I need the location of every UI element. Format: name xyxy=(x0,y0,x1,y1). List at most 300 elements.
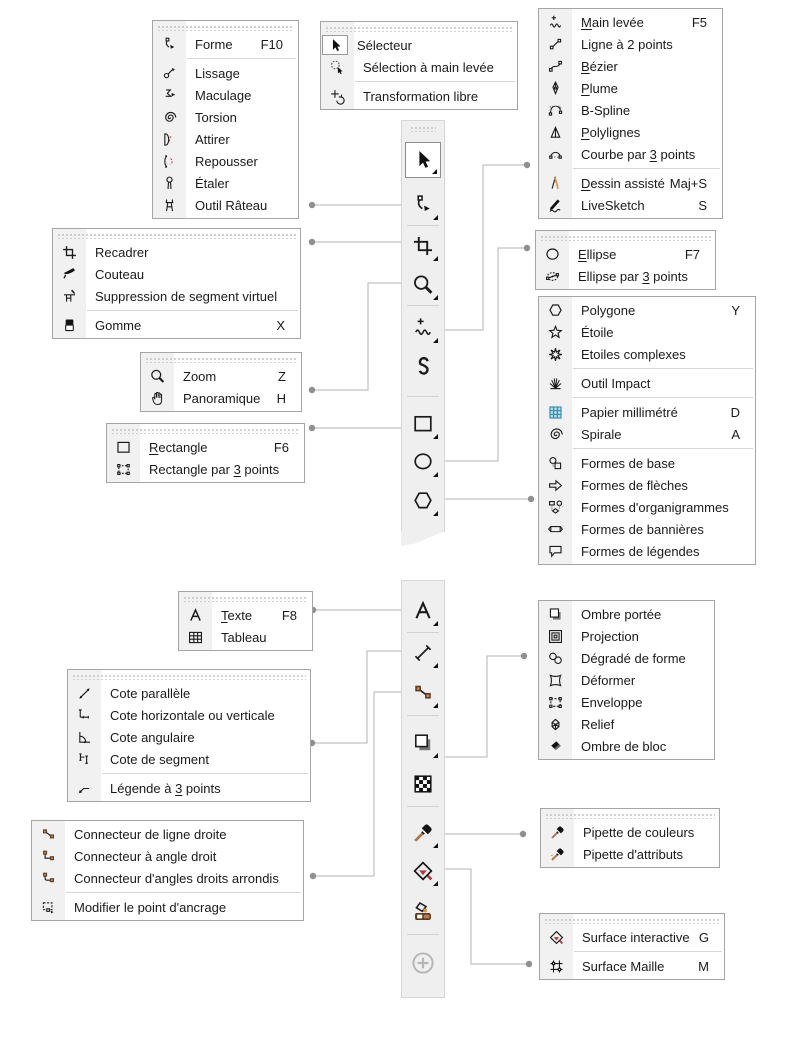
toolbar-grip[interactable] xyxy=(410,125,436,132)
menu-item-icon-cell xyxy=(539,175,572,192)
eyedropper-color-icon xyxy=(549,824,566,841)
menu-item-recadrer[interactable] xyxy=(53,241,300,263)
menu-item-icon-cell xyxy=(539,694,572,711)
menu-item-label: Recadrer xyxy=(95,244,149,260)
connector-dot-effects-link xyxy=(521,653,527,659)
freehand-pick-icon xyxy=(329,59,346,76)
menu-grip[interactable] xyxy=(540,234,711,241)
menu-item-connecteur-d-angles-droits-arrondis[interactable] xyxy=(32,867,303,889)
transparency-icon xyxy=(411,772,435,796)
menu-item-label: Polygone xyxy=(581,302,636,318)
menu-item-icon-cell xyxy=(53,288,86,305)
menu-item-shortcut: F7 xyxy=(684,246,700,262)
menu-separator xyxy=(573,448,753,449)
menu-grip[interactable] xyxy=(57,232,296,239)
envelope-icon xyxy=(547,694,564,711)
menu-item-label: Forme xyxy=(195,36,233,52)
menu-item-label: Sélection à main levée xyxy=(363,59,494,75)
menu-item-label: Ombre de bloc xyxy=(581,738,667,754)
flyout-arrow-icon xyxy=(433,663,438,668)
smear-icon xyxy=(161,87,178,104)
menu-item-papier-millimetre[interactable] xyxy=(539,401,755,423)
menu-item-label: Papier millimétré xyxy=(581,404,678,420)
menu-item-label: Lissage xyxy=(195,65,240,81)
menu-item-icon-cell xyxy=(539,36,572,53)
menu-item-rectangle-par-3-points[interactable] xyxy=(107,458,304,480)
menu-item-projection[interactable] xyxy=(539,625,714,647)
flyout-arrow-icon xyxy=(433,511,438,516)
menu-item-tableau[interactable] xyxy=(179,626,312,648)
menu-fill xyxy=(539,913,725,980)
flyout-arrow-icon xyxy=(433,256,438,261)
menu-dimension xyxy=(67,669,311,802)
menu-item-pipette-de-couleurs[interactable] xyxy=(541,821,719,843)
menu-item-icon-cell xyxy=(141,390,174,407)
menu-item-label: Étoile xyxy=(581,324,614,340)
interactive-fill-icon xyxy=(548,929,565,946)
menu-item-label: Rectangle xyxy=(149,439,208,455)
connector-dot-shape-edit-link xyxy=(309,202,315,208)
menu-item-label: Relief xyxy=(581,716,615,732)
menu-item-label: Main levée xyxy=(581,14,644,30)
toolbar-separator xyxy=(407,305,439,306)
flyout-arrow-icon xyxy=(433,295,438,300)
menu-item-shortcut: F6 xyxy=(273,439,289,455)
connector-dot-connector-link xyxy=(310,873,316,879)
rake-icon xyxy=(161,197,178,214)
connector-line-curve-link xyxy=(445,165,527,330)
menu-item-ligne-a-2-points[interactable] xyxy=(539,33,722,55)
toolbar-separator xyxy=(407,934,439,935)
basic-shapes-icon xyxy=(547,455,564,472)
menu-item-maculage[interactable] xyxy=(153,84,298,106)
menu-separator xyxy=(66,892,301,893)
menu-item-shortcut: Maj+S xyxy=(669,175,707,191)
menu-item-icon-cell xyxy=(32,870,65,887)
menu-item-transformation-libre[interactable] xyxy=(321,85,517,107)
menu-item-icon-cell xyxy=(539,14,572,31)
connector-line-dimension-link xyxy=(312,651,401,743)
tool-pick[interactable] xyxy=(405,142,441,178)
menu-separator xyxy=(102,773,308,774)
tool-smart-fill[interactable] xyxy=(405,894,441,930)
menu-grip[interactable] xyxy=(325,25,513,32)
tool-rectangle[interactable] xyxy=(405,406,441,442)
menu-separator xyxy=(574,951,722,952)
arrow-shapes-icon xyxy=(547,477,564,494)
menu-item-label: Bézier xyxy=(581,58,618,74)
toolbar-separator xyxy=(407,806,439,807)
menu-item-enveloppe[interactable] xyxy=(539,691,714,713)
menu-item-icon-cell xyxy=(539,716,572,733)
menu-item-label: Plume xyxy=(581,80,618,96)
menu-item-connecteur-a-angle-droit[interactable] xyxy=(32,845,303,867)
menu-item-icon-cell xyxy=(68,685,101,702)
menu-item-label: Torsion xyxy=(195,109,237,125)
flyout-arrow-icon xyxy=(433,434,438,439)
menu-item-modifier-le-point-d-ancrage[interactable] xyxy=(32,896,303,918)
menu-item-icon-cell xyxy=(539,650,572,667)
table-icon xyxy=(187,629,204,646)
menu-item-icon-cell xyxy=(153,87,186,104)
rect-icon xyxy=(115,439,132,456)
banner-shapes-icon xyxy=(547,521,564,538)
menu-item-label: Panoramique xyxy=(183,390,261,406)
menu-item-b-spline[interactable] xyxy=(539,99,722,121)
menu-eyedropper xyxy=(540,808,720,868)
zoom-icon xyxy=(149,368,166,385)
connector-line-zoom-link xyxy=(312,283,401,390)
tool-artistic-media[interactable] xyxy=(405,349,441,385)
menu-item-icon-cell xyxy=(539,426,572,443)
menu-item-label: Ligne à 2 points xyxy=(581,36,673,52)
menu-item-torsion[interactable] xyxy=(153,106,298,128)
impact-icon xyxy=(547,375,564,392)
menu-item-dessin-assiste[interactable] xyxy=(539,172,722,194)
smudge-icon xyxy=(161,175,178,192)
menu-item-icon-cell xyxy=(539,124,572,141)
tool-shape[interactable] xyxy=(405,187,441,223)
menu-item-label: Polylignes xyxy=(581,124,641,140)
menu-item-icon-cell xyxy=(539,455,572,472)
conn-rightangle-icon xyxy=(40,848,57,865)
menu-item-etaler[interactable] xyxy=(153,172,298,194)
menu-item-connecteur-de-ligne-droite[interactable] xyxy=(32,823,303,845)
menu-item-deformer[interactable] xyxy=(539,669,714,691)
menu-item-gomme[interactable] xyxy=(53,314,300,336)
menu-item-label: Zoom xyxy=(183,368,217,384)
tool-polygon[interactable] xyxy=(405,483,441,519)
tool-ellipse[interactable] xyxy=(405,444,441,480)
menu-separator xyxy=(573,168,720,169)
menu-item-icon-cell xyxy=(539,102,572,119)
menu-item-ombre-de-bloc[interactable] xyxy=(539,735,714,757)
menu-item-ellipse-par-3-points[interactable] xyxy=(536,265,715,287)
menu-pick xyxy=(320,21,518,110)
tool-customize-plus[interactable] xyxy=(405,945,441,981)
freehand-icon xyxy=(411,316,435,340)
connector-dot-crop-link xyxy=(309,239,315,245)
menu-item-label: Cote angulaire xyxy=(110,729,195,745)
menu-item-icon-cell xyxy=(539,58,572,75)
menu-item-ombre-portee[interactable] xyxy=(539,603,714,625)
menu-item-icon-cell xyxy=(153,131,186,148)
menu-item-surface-interactive[interactable] xyxy=(540,926,724,948)
menu-item-formes-de-fleches[interactable] xyxy=(539,474,755,496)
crop-icon xyxy=(61,244,78,261)
menu-item-label: Surface interactive xyxy=(582,929,690,945)
menu-item-label: Cote de segment xyxy=(110,751,210,767)
menu-item-icon-cell xyxy=(539,628,572,645)
vsd-icon xyxy=(61,288,78,305)
menu-item-lissage[interactable] xyxy=(153,62,298,84)
menu-item-couteau[interactable] xyxy=(53,263,300,285)
menu-item-formes-d-organigrammes[interactable] xyxy=(539,496,755,518)
menu-item-icon-cell xyxy=(539,521,572,538)
menu-item-icon-cell xyxy=(541,846,574,863)
menu-item-label: Transformation libre xyxy=(363,88,479,104)
menu-item-icon-cell xyxy=(179,607,212,624)
line-2pt-icon xyxy=(547,36,564,53)
menu-item-icon-cell xyxy=(107,461,140,478)
tool-zoom[interactable] xyxy=(405,267,441,303)
conn-rounded-icon xyxy=(40,870,57,887)
menu-item-icon-cell xyxy=(539,672,572,689)
extrude-icon xyxy=(547,716,564,733)
menu-item-label: Spirale xyxy=(581,426,622,442)
polygon-icon xyxy=(411,489,435,513)
menu-item-label: Enveloppe xyxy=(581,694,643,710)
menu-grip[interactable] xyxy=(544,917,720,924)
tool-dimension[interactable] xyxy=(405,635,441,671)
graph-paper-icon xyxy=(547,404,564,421)
menu-item-icon-cell xyxy=(53,317,86,334)
menu-item-polygone[interactable] xyxy=(539,299,755,321)
flyout-arrow-icon xyxy=(433,621,438,626)
dim-angular-icon xyxy=(76,729,93,746)
menu-item-plume[interactable] xyxy=(539,77,722,99)
ellipse-3pt-icon xyxy=(544,268,561,285)
connector-dot-ellipse-link xyxy=(524,245,530,251)
menu-item-bezier[interactable] xyxy=(539,55,722,77)
menu-item-cote-parallele[interactable] xyxy=(68,682,310,704)
menu-item-shortcut: H xyxy=(276,390,286,406)
menu-item-label: Gomme xyxy=(95,317,142,333)
menu-item-icon-cell xyxy=(539,477,572,494)
menu-item-zoom[interactable] xyxy=(141,365,301,387)
zoom-icon xyxy=(411,273,435,297)
flyout-arrow-icon xyxy=(433,843,438,848)
menu-item-suppression-de-segment-virtuel[interactable] xyxy=(53,285,300,307)
menu-ellipse xyxy=(535,230,716,290)
menu-item-label: Formes de flèches xyxy=(581,477,688,493)
menu-item-label: Cote parallèle xyxy=(110,685,191,701)
polygon-icon xyxy=(547,302,564,319)
menu-item-icon-cell xyxy=(540,929,573,946)
crop-icon xyxy=(411,234,435,258)
menu-item-label: Déformer xyxy=(581,672,636,688)
connector-dot-curve-link xyxy=(524,162,530,168)
menu-item-label: Formes de légendes xyxy=(581,543,700,559)
menu-item-label: Texte xyxy=(221,607,253,623)
shape-node-icon xyxy=(411,193,435,217)
livesketch-icon xyxy=(547,197,564,214)
menu-item-icon-cell xyxy=(107,439,140,456)
menu-item-cote-angulaire[interactable] xyxy=(68,726,310,748)
toolbar-taper xyxy=(401,531,445,546)
connector-line-effects-link xyxy=(445,656,524,757)
tool-crop[interactable] xyxy=(405,228,441,264)
connector-dot-polygon-link xyxy=(528,496,534,502)
menu-item-icon-cell xyxy=(32,826,65,843)
menu-item-rectangle[interactable] xyxy=(107,436,304,458)
menu-item-shortcut: D xyxy=(730,404,740,420)
eyedropper-color-icon xyxy=(411,821,435,845)
menu-item-icon-cell xyxy=(539,543,572,560)
menu-item-icon-cell xyxy=(153,197,186,214)
menu-item-icon-cell xyxy=(179,629,212,646)
menu-item-selecteur[interactable] xyxy=(321,34,517,56)
menu-grip[interactable] xyxy=(157,24,294,31)
menu-item-degrade-de-forme[interactable] xyxy=(539,647,714,669)
menu-separator xyxy=(355,81,515,82)
menu-item-label: Étaler xyxy=(195,175,229,191)
menu-item-label: Formes d'organigrammes xyxy=(581,499,729,515)
menu-item-spirale[interactable] xyxy=(539,423,755,445)
dim-hv-icon xyxy=(76,707,93,724)
menu-item-icon-cell xyxy=(539,146,572,163)
menu-item-repousser[interactable] xyxy=(153,150,298,172)
pen-icon xyxy=(547,80,564,97)
flyout-arrow-icon xyxy=(433,472,438,477)
shape-node-icon xyxy=(161,36,178,53)
connector-line-fill-link xyxy=(445,869,529,964)
smartfill-icon xyxy=(411,900,435,924)
menu-item-label: Outil Râteau xyxy=(195,197,268,213)
menu-curve xyxy=(538,8,723,219)
menu-grip[interactable] xyxy=(145,356,297,363)
menu-item-texte[interactable] xyxy=(179,604,312,626)
toolbar-separator xyxy=(407,632,439,633)
menu-item-forme[interactable] xyxy=(153,33,298,55)
menu-item-label: Pipette de couleurs xyxy=(583,824,695,840)
menu-item-pipette-d-attributs[interactable] xyxy=(541,843,719,865)
menu-polygon xyxy=(538,296,756,565)
menu-item-shortcut: S xyxy=(698,197,707,213)
menu-item-surface-maille[interactable] xyxy=(540,955,724,977)
menu-item-icon-cell xyxy=(68,751,101,768)
plus-circle-icon xyxy=(411,951,435,975)
menu-item-icon-cell xyxy=(153,109,186,126)
menu-item-icon-cell xyxy=(53,266,86,283)
dim-parallel-icon xyxy=(76,685,93,702)
menu-item-panoramique[interactable] xyxy=(141,387,301,409)
twirl-icon xyxy=(161,109,178,126)
bezier-icon xyxy=(547,58,564,75)
menu-item-label: B-Spline xyxy=(581,102,631,118)
menu-item-icon-cell xyxy=(68,707,101,724)
menu-item-label: Outil Impact xyxy=(581,375,651,391)
menu-item-courbe-par-3-points[interactable] xyxy=(539,143,722,165)
menu-item-label: Suppression de segment virtuel xyxy=(95,288,278,304)
star-icon xyxy=(547,324,564,341)
menu-connector xyxy=(31,820,304,921)
rect-icon xyxy=(411,412,435,436)
menu-item-attirer[interactable] xyxy=(153,128,298,150)
smart-drawing-icon xyxy=(547,175,564,192)
smooth-icon xyxy=(161,65,178,82)
artistic-icon xyxy=(411,355,435,379)
menu-item-label: Repousser xyxy=(195,153,258,169)
pan-icon xyxy=(149,390,166,407)
menu-item-formes-de-legendes[interactable] xyxy=(539,540,755,562)
flyout-arrow-icon xyxy=(432,169,437,174)
menu-item-label: Connecteur de ligne droite xyxy=(74,826,227,842)
menu-item-icon-cell xyxy=(539,197,572,214)
menu-item-icon-cell xyxy=(321,88,354,105)
menu-item-etoiles-complexes[interactable] xyxy=(539,343,755,365)
menu-item-icon-cell xyxy=(68,729,101,746)
menu-item-polylignes[interactable] xyxy=(539,121,722,143)
tool-color-eyedropper[interactable] xyxy=(405,815,441,851)
menu-item-icon-cell xyxy=(321,59,354,76)
menu-zoom xyxy=(140,352,302,412)
menu-item-shortcut: A xyxy=(731,426,740,442)
toolbox-bottom xyxy=(401,580,445,998)
toolbar-separator xyxy=(407,225,439,226)
tool-interactive-fill[interactable] xyxy=(405,853,441,889)
tool-text[interactable] xyxy=(405,593,441,629)
tool-drop-shadow[interactable] xyxy=(405,725,441,761)
connector-line-connector-link xyxy=(313,692,401,876)
menu-item-shortcut: F8 xyxy=(281,607,297,623)
menu-item-outil-rateau[interactable] xyxy=(153,194,298,216)
menu-item-icon-cell xyxy=(539,324,572,341)
menu-item-icon-cell xyxy=(53,244,86,261)
menu-item-label: Attirer xyxy=(195,131,230,147)
menu-item-label: Ombre portée xyxy=(581,606,662,622)
menu-item-main-levee[interactable] xyxy=(539,11,722,33)
menu-item-ellipse[interactable] xyxy=(536,243,715,265)
spiral-icon xyxy=(547,426,564,443)
tool-freehand[interactable] xyxy=(405,310,441,346)
menu-item-label: Pipette d'attributs xyxy=(583,846,684,862)
menu-item-selection-a-main-levee[interactable] xyxy=(321,56,517,78)
menu-grip[interactable] xyxy=(111,427,300,434)
menu-item-label: Couteau xyxy=(95,266,145,282)
menu-item-formes-de-bannieres[interactable] xyxy=(539,518,755,540)
eyedropper-attr-icon xyxy=(549,846,566,863)
menu-item-label: Maculage xyxy=(195,87,252,103)
menu-item-legende-a-3-points[interactable] xyxy=(68,777,310,799)
edit-anchor-icon xyxy=(40,899,57,916)
menu-item-label: Ellipse par 3 points xyxy=(578,268,688,284)
menu-rectangle xyxy=(106,423,305,483)
flowchart-shapes-icon xyxy=(547,499,564,516)
menu-item-icon-cell xyxy=(322,35,348,55)
menu-grip[interactable] xyxy=(72,673,306,680)
tool-transparency[interactable] xyxy=(405,766,441,802)
menu-item-outil-impact[interactable] xyxy=(539,372,755,394)
freehand-icon xyxy=(547,14,564,31)
menu-item-icon-cell xyxy=(539,346,572,363)
interactive-fill-icon xyxy=(411,859,435,883)
attract-icon xyxy=(161,131,178,148)
curve-3pt-icon xyxy=(547,146,564,163)
complex-star-icon xyxy=(547,346,564,363)
flyout-arrow-icon xyxy=(433,753,438,758)
menu-item-icon-cell xyxy=(32,899,65,916)
menu-item-livesketch[interactable] xyxy=(539,194,722,216)
menu-item-relief[interactable] xyxy=(539,713,714,735)
menu-item-label: Tableau xyxy=(221,629,267,645)
tool-connector[interactable] xyxy=(405,675,441,711)
flyout-arrow-icon xyxy=(433,215,438,220)
menu-grip[interactable] xyxy=(183,595,308,602)
block-shadow-icon xyxy=(547,738,564,755)
menu-shape-edit xyxy=(152,20,299,219)
menu-item-icon-cell xyxy=(539,738,572,755)
connector-dot-eyedropper-link xyxy=(520,831,526,837)
menu-item-etoile[interactable] xyxy=(539,321,755,343)
menu-grip[interactable] xyxy=(545,812,715,819)
menu-item-formes-de-base[interactable] xyxy=(539,452,755,474)
menu-item-cote-de-segment[interactable] xyxy=(68,748,310,770)
menu-item-label: Courbe par 3 points xyxy=(581,146,696,162)
blend-icon xyxy=(547,650,564,667)
menu-item-cote-horizontale-ou-verticale[interactable] xyxy=(68,704,310,726)
menu-item-shortcut: Z xyxy=(278,368,286,384)
